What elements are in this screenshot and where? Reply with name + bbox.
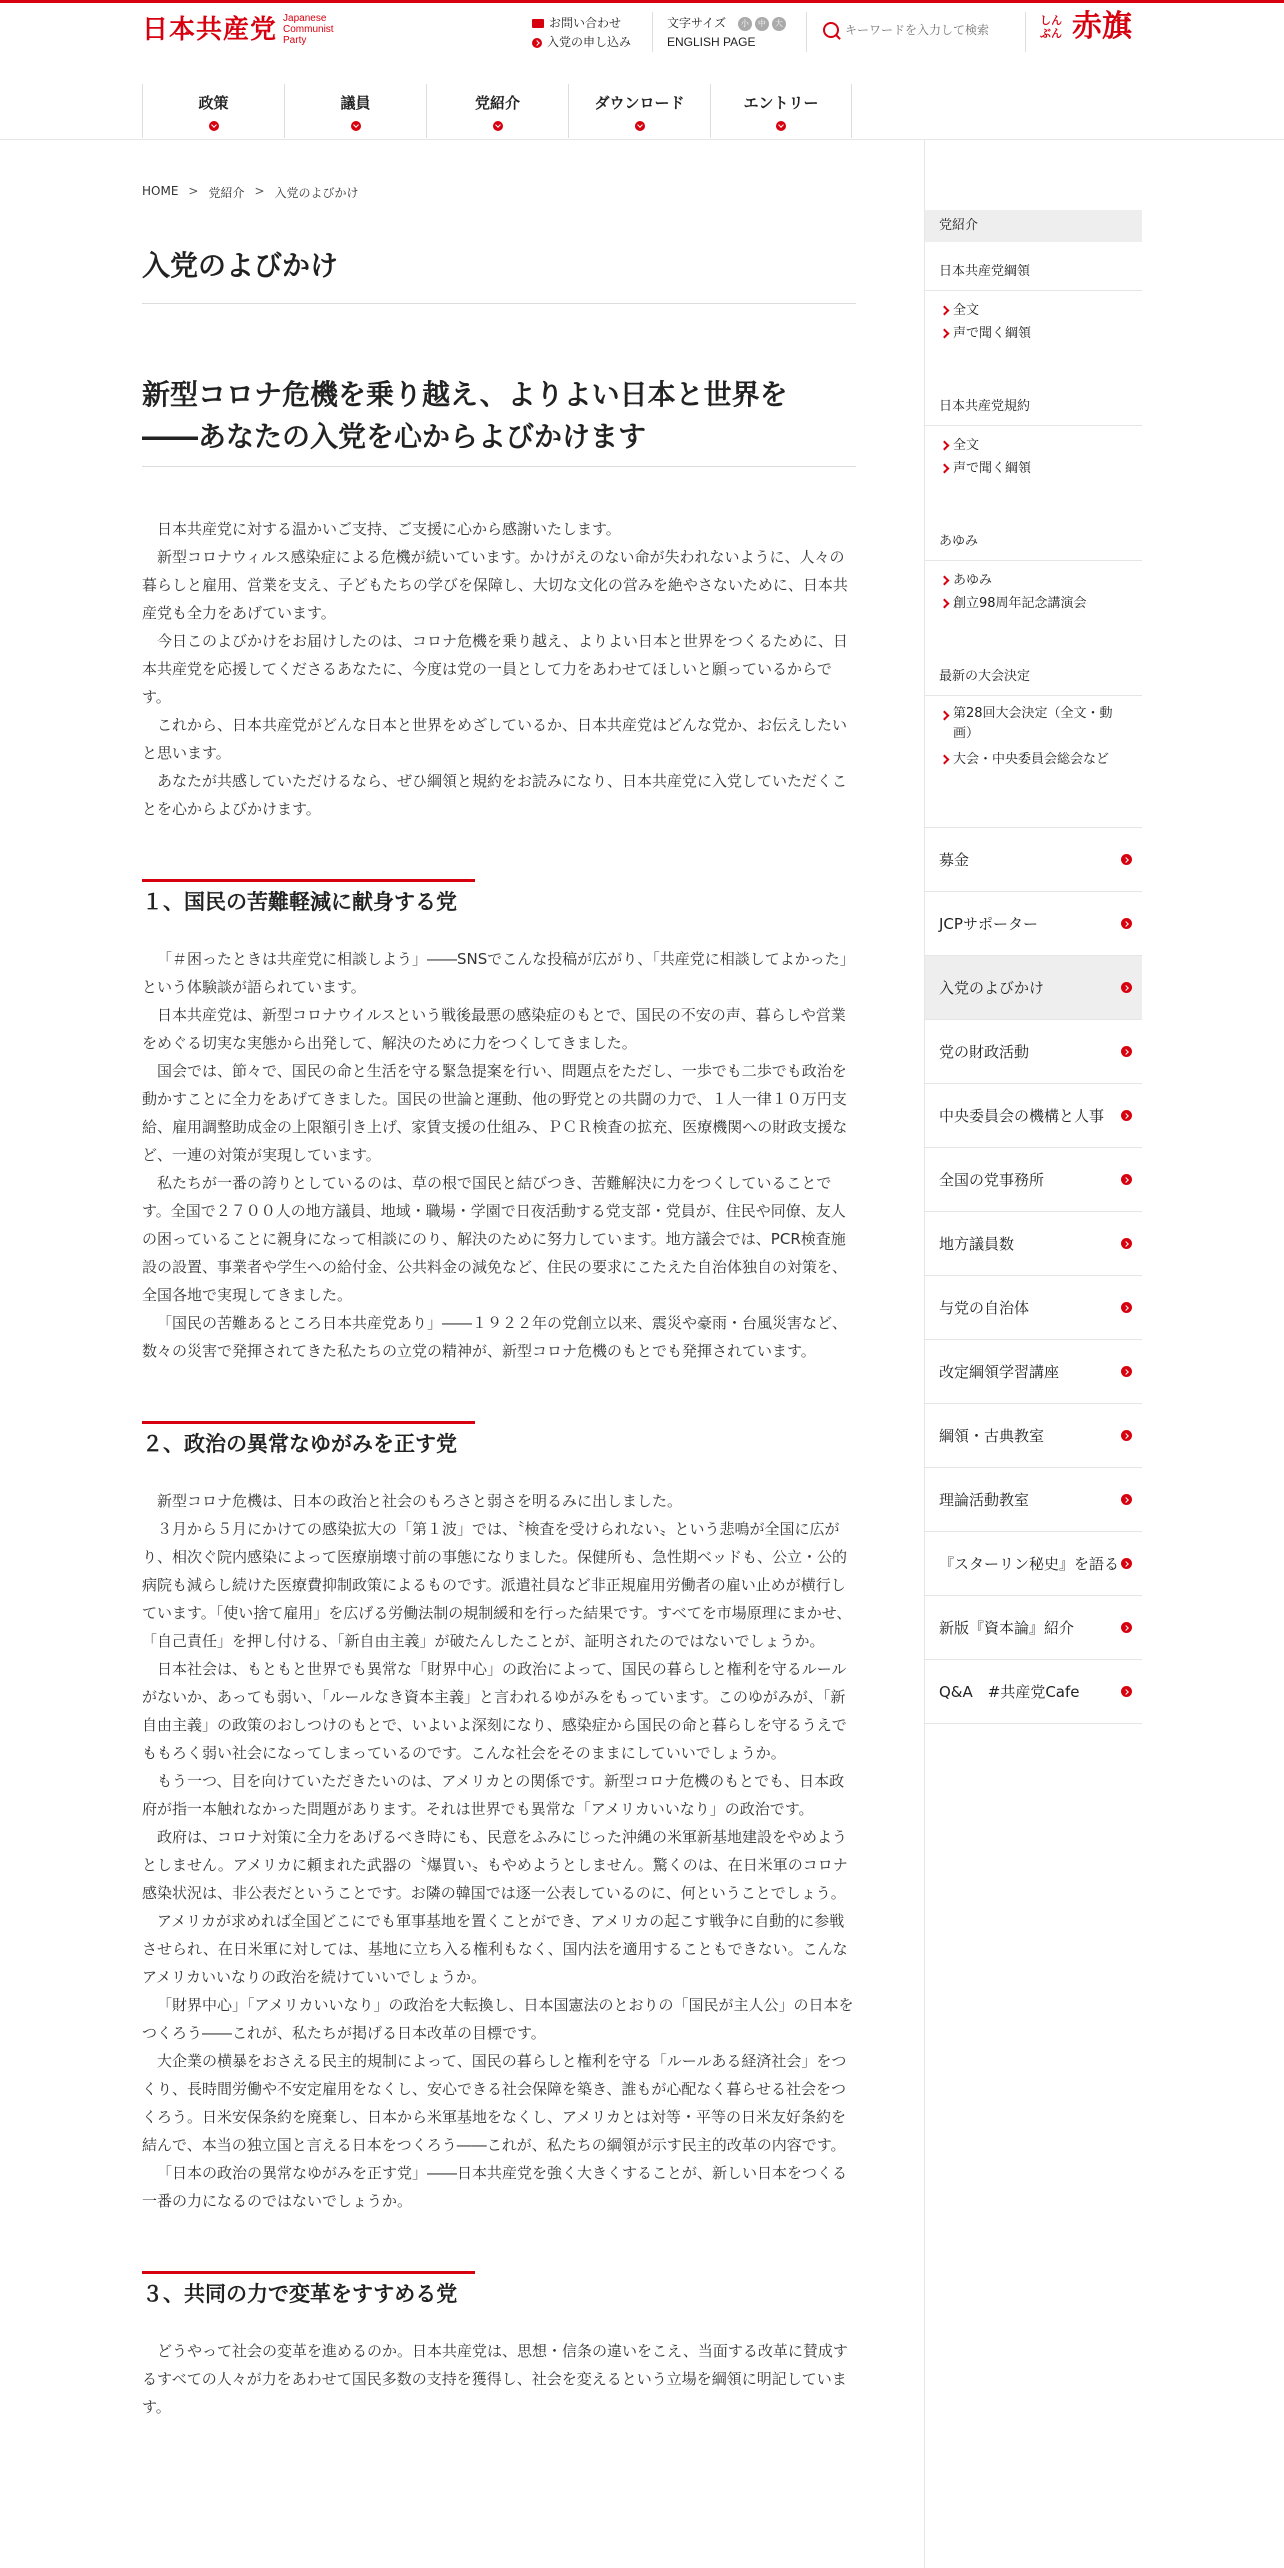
font-size-label: 文字サイズ [667, 16, 727, 30]
page-title: 入党のよびかけ [142, 247, 856, 304]
menu-label: 入党のよびかけ [939, 979, 1045, 997]
arrow-circle-icon [532, 38, 542, 48]
menu-label: 党の財政活動 [939, 1043, 1030, 1061]
paragraph: どうやって社会の変革を進めるのか。日本共産党は、思想・信条の違いをこえ、当面する改革に賛成するすべての人々が力をあわせて国民多数の支持を獲得し、社会を変えるという立場を綱領に明記しています。 [142, 2342, 848, 2416]
akahata-logo[interactable] [1040, 10, 1132, 44]
menu-label: 理論活動教室 [939, 1491, 1030, 1509]
logo-en-line-2: Communist [283, 24, 334, 35]
sidebar-menu-item[interactable] [925, 1596, 1142, 1660]
nav-item-about[interactable] [426, 84, 568, 138]
paragraph: 国会では、節々で、国民の命と生活を守る緊急提案を行い、問題点をただし、一歩でも二歩でも政治を動かすことに全力をあげてきました。国民の世論と運動、他の野党との共闘の力で、１人一律１０万円支給、雇用調整助成金の上限額引き上げ、家賃支援の仕組み、ＰＣＲ検査の拡充、医療機関への財政支援など、一連の対策が実現しています。 [142, 1062, 848, 1164]
sidebar-link[interactable]: 大会・中央委員会総会など [939, 748, 1128, 771]
section-2 [142, 1421, 856, 2215]
logo-en-line-1: Japanese [283, 13, 327, 24]
sidebar-menu-item[interactable] [925, 1468, 1142, 1532]
contact-link[interactable] [532, 14, 631, 33]
chevron-right-icon [1121, 982, 1132, 993]
paragraph: 「日本の政治の異常なゆがみを正す党」――日本共産党を強く大きくすることが、新しい日本をつくる一番の力になるのではないでしょうか。 [142, 2164, 848, 2210]
menu-label: 全国の党事務所 [939, 1171, 1045, 1189]
chevron-right-icon [1121, 1302, 1132, 1313]
sidebar-menu-item[interactable] [925, 1148, 1142, 1212]
lead-title [142, 374, 856, 467]
mail-icon [532, 19, 544, 28]
header-divider [652, 12, 653, 52]
sidebar-link[interactable]: 創立98周年記念講演会 [939, 592, 1128, 615]
menu-label: 『スターリン秘史』を語る [939, 1555, 1120, 1573]
contact-label: お問い合わせ [549, 16, 622, 30]
sidebar-menu-item[interactable] [925, 1340, 1142, 1404]
global-nav [142, 84, 852, 138]
chevron-right-icon [1121, 1174, 1132, 1185]
main-content [142, 184, 856, 2421]
breadcrumb [142, 184, 856, 201]
chevron-down-icon [635, 121, 645, 131]
breadcrumb-home-link[interactable]: HOME [142, 184, 179, 198]
sidebar-link[interactable]: 全文 [939, 434, 1128, 457]
breadcrumb-separator: > [188, 184, 199, 198]
paragraph: 今日このよびかけをお届けしたのは、コロナ危機を乗り越え、よりよい日本と世界をつくるために、日本共産党を応援してくださるあなたに、今度は党の一員として力をあわせてほしいと願っているからです。 [142, 632, 848, 706]
nav-label: 党紹介 [474, 94, 520, 112]
sidebar-menu-item[interactable] [925, 1404, 1142, 1468]
nav-item-entry[interactable] [710, 84, 852, 138]
sidebar-link[interactable]: あゆみ [939, 569, 1128, 592]
sidebar-menu-item-active[interactable] [925, 956, 1142, 1020]
chevron-down-icon [776, 121, 786, 131]
menu-label: 中央委員会の機構と人事 [939, 1107, 1105, 1125]
paragraph: これから、日本共産党がどんな日本と世界をめざしているか、日本共産党はどんな党か、お伝えしたいと思います。 [142, 716, 848, 762]
paragraph: 新型コロナ危機は、日本の政治と社会のもろさと弱さを明るみに出しました。 [157, 1492, 683, 1510]
paragraph: 大企業の横暴をおさえる民主的規制によって、国民の暮らしと権利を守る「ルールある経済社会」をつくり、長時間労働や不安定雇用をなくし、安心できる社会保障を築き、誰もが心配なく暮らせる社会をつくろう。日米安保条約を廃棄し、日本から米軍基地をなくし、アメリカとは対等・平等の日米友好条約を結んで、本当の独立国と言える日本をつくろう――これが、私たちの綱領が示す民主的改革の内容です。 [142, 2052, 847, 2154]
lead-title-line-2: ――あなたの入党を心からよびかけます [142, 420, 647, 453]
chevron-right-icon [1121, 1430, 1132, 1441]
search-box [823, 18, 1013, 42]
paragraph: ３月から５月にかけての感染拡大の「第１波」では、〝検査を受けられない〟という悲鳴が全国に広がり、相次ぐ院内感染によって医療崩壊寸前の事態になりました。保健所も、急性期ベッドも、公立・公的病院も減らし続けた医療費抑制政策によるものです。派遣社員など非正規雇用労働者の雇い止めが横行しています。「使い捨て雇用」を広げる労働法制の規制緩和を行った結果です。すべてを市場原理にまかせ、「自己責任」を押し付ける、「新自由主義」が破たんしたことが、証明されたのではないでしょうか。 [142, 1520, 852, 1650]
header-divider [1025, 12, 1026, 52]
header-links [532, 14, 631, 52]
font-size-small-button[interactable]: 小 [738, 17, 752, 31]
nav-item-members[interactable] [284, 84, 426, 138]
sidebar-menu-item[interactable] [925, 1020, 1142, 1084]
nav-label: ダウンロード [594, 94, 685, 112]
section-heading: １、国民の苦難軽減に献身する党 [142, 879, 856, 917]
nav-label: 議員 [340, 94, 371, 112]
chevron-down-icon [351, 121, 361, 131]
sidebar-link[interactable]: 第28回大会決定（全文・動画） [939, 704, 1128, 744]
sidebar-group-platform [925, 254, 1142, 345]
chevron-right-icon [1121, 1686, 1132, 1697]
menu-label: 地方議員数 [939, 1235, 1015, 1253]
breadcrumb-separator: > [254, 184, 265, 198]
sidebar-link[interactable]: 全文 [939, 299, 1128, 322]
logo-english [283, 13, 334, 46]
paragraph: 新型コロナウィルス感染症による危機が続いています。かけがえのない命が失われないように、人々の暮らしと雇用、営業を支え、子どもたちの学びを保障し、大切な文化の営みを絶やさないために、日本共産党も全力をあげています。 [142, 548, 848, 622]
sidebar-link[interactable]: 声で聞く綱領 [939, 322, 1128, 345]
breadcrumb-current: 入党のよびかけ [274, 186, 359, 200]
sidebar-heading: 党紹介 [925, 210, 1142, 242]
font-size-control [667, 14, 786, 52]
chevron-down-icon [493, 121, 503, 131]
sidebar-menu-item[interactable] [925, 1532, 1142, 1596]
search-icon[interactable] [823, 22, 839, 38]
search-input[interactable] [845, 23, 1013, 37]
akahata-text: 赤旗 [1072, 9, 1132, 44]
sidebar-group-title: 最新の大会決定 [925, 659, 1142, 696]
paragraph: 「財界中心」「アメリカいいなり」の政治を大転換し、日本国憲法のとおりの「国民が主人公」の日本をつくろう――これが、私たちが掲げる日本改革の目標です。 [142, 1996, 854, 2042]
akahata-small-text: しんぶん [1040, 14, 1062, 40]
nav-item-download[interactable] [568, 84, 710, 138]
chevron-right-icon [1121, 1494, 1132, 1505]
font-size-medium-button[interactable]: 中 [755, 17, 769, 31]
font-size-large-button[interactable]: 大 [772, 17, 786, 31]
header-divider [806, 12, 807, 52]
chevron-right-icon [1121, 1622, 1132, 1633]
paragraph: 政府は、コロナ対策に全力をあげるべき時にも、民意をふみにじった沖縄の米軍新基地建設をやめようとしません。アメリカに頼まれた武器の〝爆買い〟もやめようとしません。驚くのは、在日米軍のコロナ感染状況は、非公表だということです。お隣の韓国では逐一公表しているのに、何ということでしょう。 [142, 1828, 848, 1902]
join-link[interactable] [532, 33, 631, 52]
nav-divider [0, 139, 1284, 140]
menu-label: 募金 [939, 851, 970, 869]
sidebar-menu-item[interactable] [925, 1276, 1142, 1340]
breadcrumb-about-link[interactable]: 党紹介 [208, 186, 245, 200]
chevron-down-icon [209, 121, 219, 131]
chevron-right-icon [1121, 1238, 1132, 1249]
paragraph: アメリカが求めれば全国どこにでも軍事基地を置くことができ、アメリカの起こす戦争に自動的に参戦させられ、在日米軍に対しては、基地に立ち入る権利もなく、国内法を適用することもできない。こんなアメリカいいなりの政治を続けていいでしょうか。 [142, 1912, 848, 1986]
nav-label: 政策 [198, 94, 229, 112]
sidebar [925, 210, 1142, 1724]
paragraph: 日本共産党に対する温かいご支持、ご支援に心から感謝いたします。 [157, 520, 621, 538]
site-logo[interactable] [142, 13, 334, 46]
logo-en-line-3: Party [283, 35, 307, 46]
logo-text: 日本共産党 [142, 14, 278, 45]
sidebar-group-history [925, 524, 1142, 615]
nav-label: エントリー [743, 94, 819, 112]
menu-label: 新版『資本論』紹介 [939, 1619, 1075, 1637]
sidebar-group-title: 日本共産党綱領 [925, 254, 1142, 291]
menu-label: 改定綱領学習講座 [939, 1363, 1060, 1381]
section-body [142, 945, 856, 1365]
chevron-right-icon [1121, 1110, 1132, 1121]
chevron-right-icon [1121, 918, 1132, 929]
sidebar-menu-item[interactable] [925, 1084, 1142, 1148]
section-heading: ３、共同の力で変革をすすめる党 [142, 2271, 856, 2309]
menu-label: Q&A #共産党Cafe [939, 1683, 1080, 1701]
chevron-right-icon [1121, 1558, 1132, 1569]
chevron-right-icon [1121, 854, 1132, 865]
section-body [142, 1487, 856, 2215]
lead-title-line-1: 新型コロナ危機を乗り越え、よりよい日本と世界を [142, 378, 788, 411]
paragraph: もう一つ、目を向けていただきたいのは、アメリカとの関係です。新型コロナ危機のもとでも、日本政府が指一本触れなかった問題があります。それは世界でも異常な「アメリカいいなり」の政治です。 [142, 1772, 845, 1818]
sidebar-menu-item[interactable] [925, 892, 1142, 956]
english-page-link[interactable]: ENGLISH PAGE [667, 35, 756, 49]
paragraph: あなたが共感していただけるなら、ぜひ綱領と規約をお読みになり、日本共産党に入党していただくことを心からよびかけます。 [142, 772, 848, 818]
nav-item-policy[interactable] [142, 84, 284, 138]
section-1 [142, 879, 856, 1365]
sidebar-group-congress [925, 659, 1142, 771]
join-label: 入党の申し込み [547, 35, 632, 49]
chevron-right-icon [1121, 1366, 1132, 1377]
section-3 [142, 2271, 856, 2421]
chevron-right-icon [1121, 1046, 1132, 1057]
paragraph: 「国民の苦難あるところ日本共産党あり」――１９２２年の党創立以来、震災や豪雨・台風災害など、数々の災害で発揮されてきた私たちの立党の精神が、新型コロナ危機のもとでも発揮されています。 [142, 1314, 848, 1360]
sidebar-menu-item[interactable] [925, 828, 1142, 892]
site-header [0, 0, 1284, 70]
paragraph: 「＃困ったときは共産党に相談しよう」――SNSでこんな投稿が広がり、「共産党に相談してよかった」という体験談が語られています。 [142, 950, 855, 996]
paragraph: 日本共産党は、新型コロナウイルスという戦後最悪の感染症のもとで、国民の不安の声、暮らしや営業をめぐる切実な実態から出発して、解決のために力をつくしてきました。 [142, 1006, 846, 1052]
paragraph: 日本社会は、もともと世界でも異常な「財界中心」の政治によって、国民の暮らしと権利を守るルールがないか、あっても弱い、「ルールなき資本主義」と言われるゆがみをもっています。このゆがみが、「新自由主義」の政策のおしつけのもとで、いよいよ深刻になり、感染症から国民の命と暮らしを守るうえでももろく弱い社会になってしまっているのです。こんな社会をそのままにしていいでしょうか。 [142, 1660, 847, 1762]
menu-label: JCPサポーター [939, 915, 1038, 933]
sidebar-menu-item[interactable] [925, 1212, 1142, 1276]
sidebar-link[interactable]: 声で聞く綱領 [939, 457, 1128, 480]
sidebar-group-rules [925, 389, 1142, 480]
section-heading: ２、政治の異常なゆがみを正す党 [142, 1421, 856, 1459]
section-body [142, 2337, 856, 2421]
sidebar-menu-item[interactable] [925, 1660, 1142, 1724]
sidebar-menu [925, 827, 1142, 1724]
sidebar-group-title: 日本共産党規約 [925, 389, 1142, 426]
sidebar-group-title: あゆみ [925, 524, 1142, 561]
menu-label: 与党の自治体 [939, 1299, 1030, 1317]
menu-label: 綱領・古典教室 [939, 1427, 1045, 1445]
intro-text [142, 515, 856, 823]
paragraph: 私たちが一番の誇りとしているのは、草の根で国民と結びつき、苦難解決に力をつくしていることです。全国で２７００人の地方議員、地域・職場・学園で日夜活動する党支部・党員が、住民や同僚、友人の困っていることに親身になって相談にのり、解決のために努力しています。地方議会では、PCR検査施設の設置、事業者や学生への給付金、公共料金の減免など、住民の要求にこたえた自治体独自の対策を、全国各地で実現してきました。 [142, 1174, 848, 1304]
